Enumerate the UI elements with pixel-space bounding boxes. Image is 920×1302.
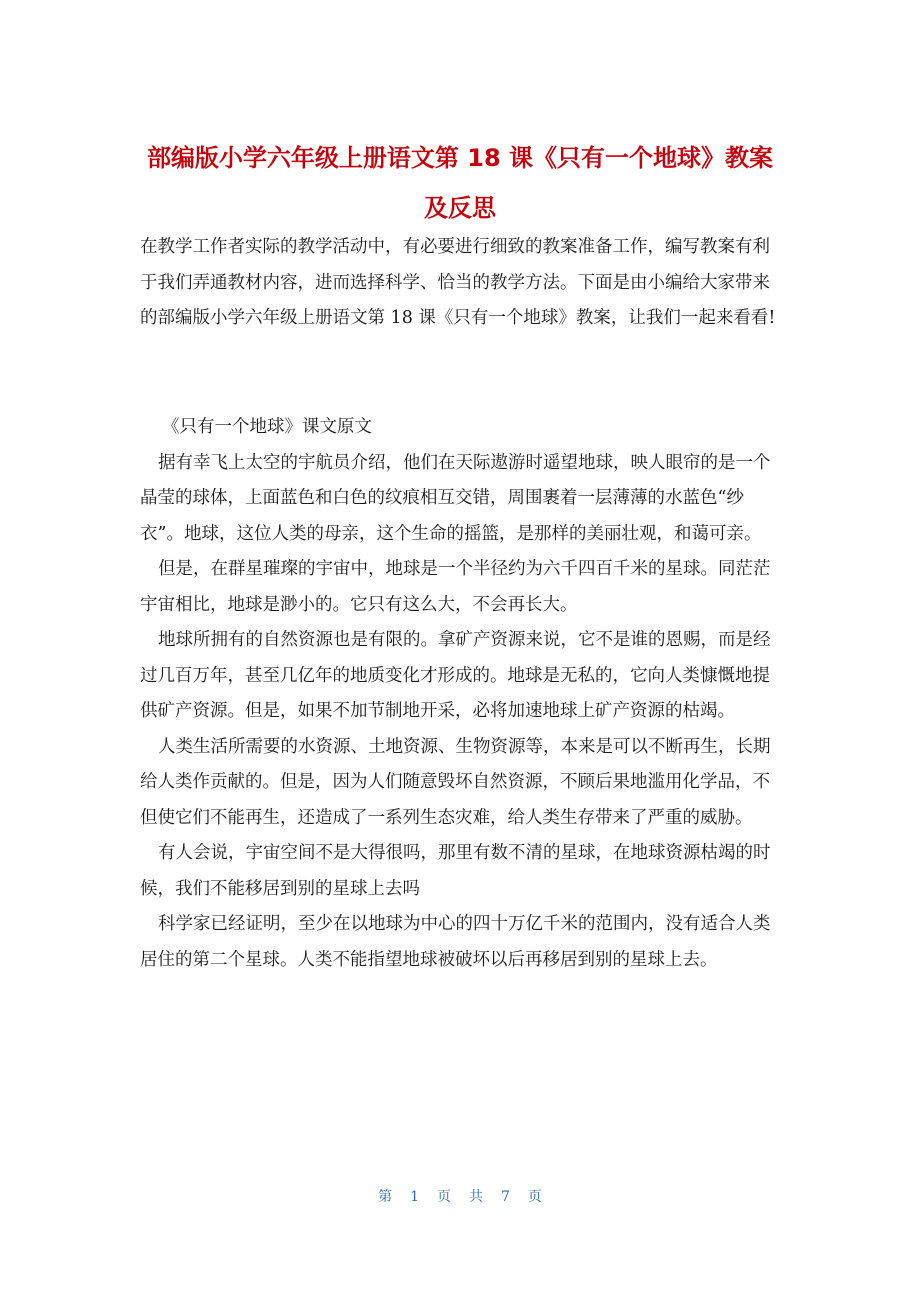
footer-page-prefix: 第 [378, 1189, 393, 1205]
footer-page-mid: 页 [437, 1189, 451, 1205]
footer-total-suffix: 页 [527, 1189, 542, 1205]
footer-current-page: 1 [410, 1189, 419, 1205]
footer-total-prefix: 共 [469, 1189, 483, 1205]
intro-block [140, 230, 780, 337]
lesson-paragraph: 但是，在群星璀璨的宇宙中，地球是一个半径约为六千四百千米的星球。同茫茫宇宙相比，地球是渺小的。它只有这么大，不会再长大。 [140, 559, 771, 615]
lesson-paragraph: 据有幸飞上太空的宇航员介绍，他们在天际遨游时遥望地球，映人眼帘的是一个晶莹的球体，上面蓝色和白色的纹痕相互交错，周围裹着一层薄薄的水蓝色“纱衣”。地球，这位人类的母亲，这个生命的摇篮，是那样的美丽壮观，和蔼可亲。 [140, 452, 771, 544]
section-heading: 《只有一个地球》课文原文 [162, 417, 372, 437]
page-footer [0, 1186, 920, 1206]
document-title-line-1: 部编版小学六年级上册语文第 18 课《只有一个地球》教案 [146, 144, 774, 172]
footer-total-pages: 7 [501, 1189, 510, 1205]
intro-paragraph: 在教学工作者实际的教学活动中，有必要进行细致的教案准备工作，编写教案有利于我们弄通教材内容，进而选择科学、恰当的教学方法。下面是由小编给大家带来的部编版小学六年级上册语文第 18 课《只有一个地球》教案，让我们一起来看看! [140, 237, 776, 328]
lesson-paragraph: 地球所拥有的自然资源也是有限的。拿矿产资源来说，它不是谁的恩赐，而是经过几百万年，甚至几亿年的地质变化才形成的。地球是无私的，它向人类慷慨地提供矿产资源。但是，如果不加节制地开采，必将加速地球上矿产资源的枯竭。 [140, 630, 771, 721]
lesson-text-block [140, 410, 780, 978]
document-title-line-2: 及反思 [424, 194, 496, 222]
lesson-paragraph: 人类生活所需要的水资源、土地资源、生物资源等，本来是可以不断再生，长期给人类作贡献的。但是，因为人们随意毁坏自然资源，不顾后果地滥用化学品，不但使它们不能再生，还造成了一系列生态灾难，给人类生存带来了严重的威胁。 [140, 736, 771, 828]
lesson-paragraph: 有人会说，宇宙空间不是大得很吗，那里有数不清的星球，在地球资源枯竭的时候，我们不能移居到别的星球上去吗 [140, 843, 771, 899]
lesson-paragraph: 科学家已经证明，至少在以地球为中心的四十万亿千米的范围内，没有适合人类居住的第二个星球。人类不能指望地球被破坏以后再移居到别的星球上去。 [140, 914, 771, 970]
